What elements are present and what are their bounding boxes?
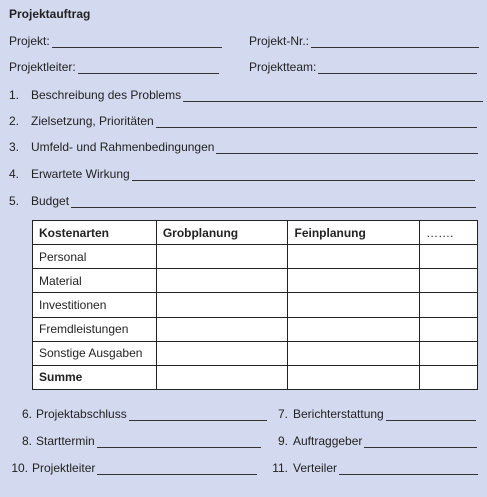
table-cell[interactable] bbox=[420, 293, 478, 317]
projekt-nr-input-line[interactable] bbox=[311, 35, 479, 48]
item-beschreibung[interactable] bbox=[9, 86, 483, 102]
item-umfeld[interactable] bbox=[9, 138, 478, 154]
item-label: Zielsetzung, Prioritäten bbox=[31, 114, 154, 128]
item-label: Projektleiter bbox=[32, 461, 96, 475]
table-row bbox=[33, 365, 478, 389]
item-number: 4. bbox=[9, 167, 20, 181]
table-cell[interactable] bbox=[156, 317, 288, 341]
item-input-line[interactable] bbox=[129, 408, 267, 421]
projektleiter-label: Projektleiter: bbox=[9, 60, 76, 74]
projekt-input-line[interactable] bbox=[52, 35, 222, 48]
projektleiter-footer-field[interactable] bbox=[9, 459, 257, 475]
table-cell[interactable] bbox=[420, 317, 478, 341]
projekt-field[interactable] bbox=[9, 32, 222, 48]
item-label: Beschreibung des Problems bbox=[31, 88, 182, 102]
table-cell[interactable] bbox=[156, 269, 288, 293]
item-label: Umfeld- und Rahmenbedingungen bbox=[31, 140, 215, 154]
item-number: 3. bbox=[9, 140, 20, 154]
auftraggeber-field[interactable] bbox=[266, 432, 477, 448]
table-cell[interactable] bbox=[420, 269, 478, 293]
form-title: Projektauftrag bbox=[9, 7, 91, 21]
item-number: 6. bbox=[21, 407, 32, 421]
item-input-line[interactable] bbox=[97, 462, 257, 475]
item-label: Berichterstattung bbox=[293, 407, 384, 421]
item-label: Starttermin bbox=[36, 434, 95, 448]
table-row bbox=[33, 245, 478, 269]
row-label: Personal bbox=[33, 245, 157, 269]
row-label: Summe bbox=[33, 365, 157, 389]
row-label: Fremdleistungen bbox=[33, 317, 157, 341]
item-number: 2. bbox=[9, 114, 20, 128]
verteiler-field[interactable] bbox=[266, 459, 478, 475]
table-row bbox=[33, 293, 478, 317]
projektteam-input-line[interactable] bbox=[318, 61, 477, 74]
col-feinplanung: Feinplanung bbox=[288, 221, 420, 245]
row-label: Material bbox=[33, 269, 157, 293]
row-label: Investitionen bbox=[33, 293, 157, 317]
item-label: Auftraggeber bbox=[293, 434, 363, 448]
row-label: Sonstige Ausgaben bbox=[33, 341, 157, 365]
item-number: 9. bbox=[277, 434, 288, 448]
projekt-label: Projekt: bbox=[9, 34, 50, 48]
item-number: 10. bbox=[11, 461, 28, 475]
item-label: Budget bbox=[31, 194, 70, 208]
item-number: 7. bbox=[277, 407, 288, 421]
table-cell[interactable] bbox=[420, 365, 478, 389]
item-input-line[interactable] bbox=[183, 89, 483, 102]
item-input-line[interactable] bbox=[364, 435, 477, 448]
item-input-line[interactable] bbox=[156, 115, 477, 128]
table-cell[interactable] bbox=[288, 245, 420, 269]
item-number: 1. bbox=[9, 88, 20, 102]
item-input-line[interactable] bbox=[71, 195, 476, 208]
table-cell[interactable] bbox=[156, 365, 288, 389]
table-cell[interactable] bbox=[288, 341, 420, 365]
item-label: Projektabschluss bbox=[36, 407, 127, 421]
projektabschluss-field[interactable] bbox=[9, 405, 267, 421]
budget-table bbox=[32, 220, 478, 390]
item-number: 11. bbox=[272, 461, 288, 475]
table-cell[interactable] bbox=[420, 341, 478, 365]
projektteam-label: Projektteam: bbox=[249, 60, 317, 74]
projekt-nr-field[interactable] bbox=[249, 32, 479, 48]
col-grobplanung: Grobplanung bbox=[156, 221, 288, 245]
item-input-line[interactable] bbox=[216, 141, 478, 154]
table-row bbox=[33, 269, 478, 293]
item-number: 8. bbox=[21, 434, 32, 448]
table-cell[interactable] bbox=[156, 341, 288, 365]
table-cell[interactable] bbox=[288, 293, 420, 317]
item-number: 5. bbox=[9, 194, 20, 208]
item-label: Verteiler bbox=[293, 461, 338, 475]
table-header-row bbox=[33, 221, 478, 245]
item-label: Erwartete Wirkung bbox=[31, 167, 130, 181]
item-input-line[interactable] bbox=[97, 435, 261, 448]
projektleiter-field[interactable] bbox=[9, 58, 219, 74]
col-extra: ……. bbox=[420, 221, 478, 245]
table-cell[interactable] bbox=[288, 365, 420, 389]
item-zielsetzung[interactable] bbox=[9, 112, 477, 128]
projektteam-field[interactable] bbox=[249, 58, 477, 74]
berichterstattung-field[interactable] bbox=[266, 405, 476, 421]
projekt-nr-label: Projekt-Nr.: bbox=[249, 34, 310, 48]
col-kostenarten: Kostenarten bbox=[33, 221, 157, 245]
projektleiter-input-line[interactable] bbox=[78, 61, 219, 74]
table-cell[interactable] bbox=[156, 245, 288, 269]
table-row bbox=[33, 341, 478, 365]
table-cell[interactable] bbox=[156, 293, 288, 317]
table-cell[interactable] bbox=[420, 245, 478, 269]
table-cell[interactable] bbox=[288, 317, 420, 341]
item-wirkung[interactable] bbox=[9, 165, 475, 181]
item-input-line[interactable] bbox=[339, 462, 478, 475]
item-input-line[interactable] bbox=[132, 168, 475, 181]
table-row bbox=[33, 317, 478, 341]
item-input-line[interactable] bbox=[386, 408, 476, 421]
starttermin-field[interactable] bbox=[9, 432, 261, 448]
table-cell[interactable] bbox=[288, 269, 420, 293]
item-budget[interactable] bbox=[9, 192, 476, 208]
